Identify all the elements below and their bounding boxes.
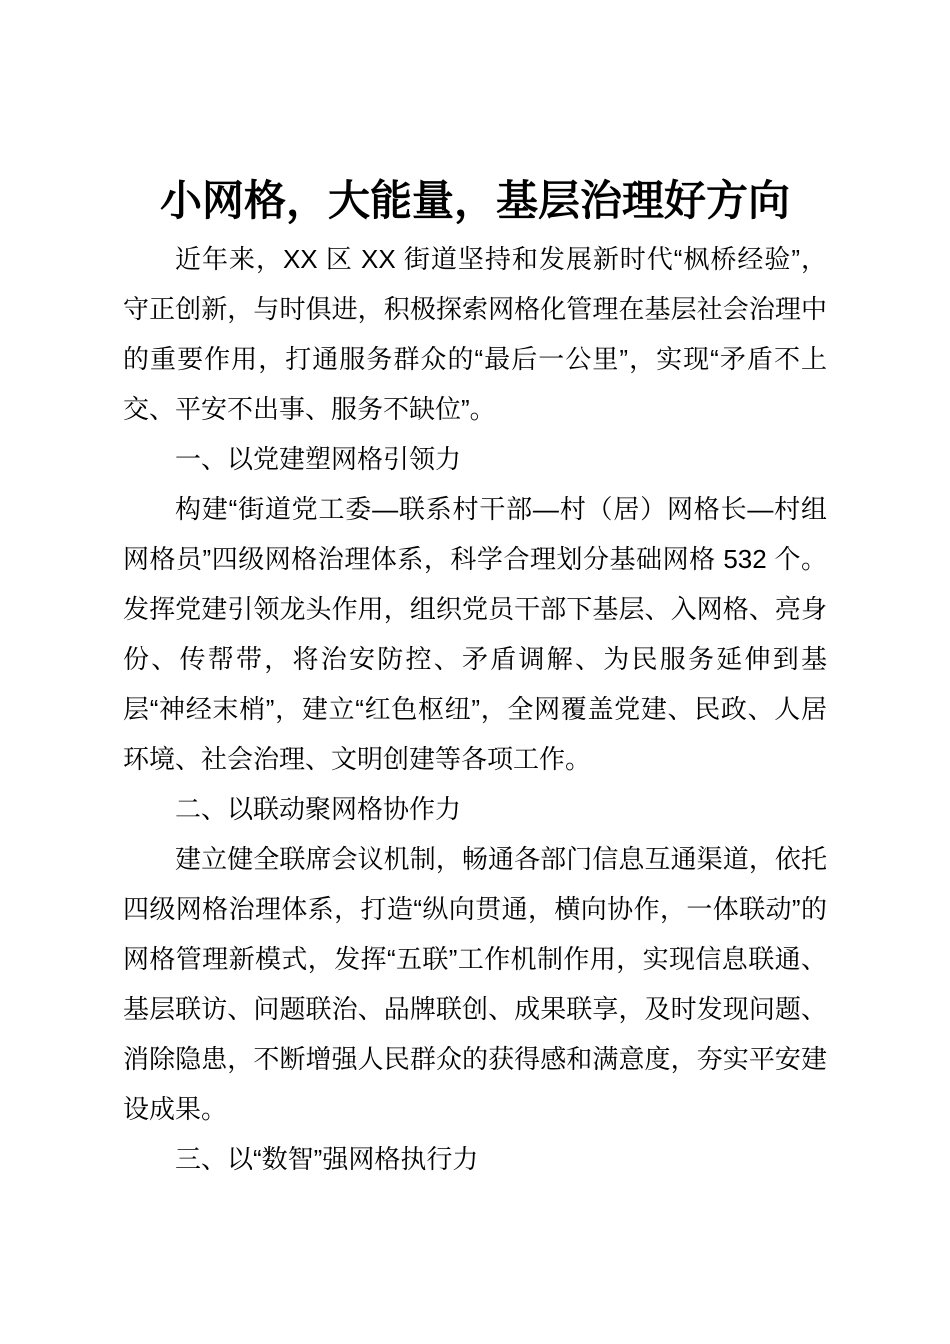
section-heading-2: 二、以联动聚网格协作力 [175, 794, 462, 824]
document-title: 小网格，大能量，基层治理好方向 [159, 179, 790, 225]
section-body-1: 构建“街道党工委—联系村干部—村（居）网格长—村组网格员”四级网格治理体系，科学合理划分基础网格 532 个。发挥党建引领龙头作用，组织党员干部下基层、入网格、亮身份、传帮带，将治安防控、矛盾调解、为民服务延伸到基层“神经末梢”，建立“红色枢纽”，全网覆盖党建、民政、人居环境、社会治理、文明创建等各项工作。 [123, 494, 827, 774]
section-heading-3: 三、以“数智”强网格执行力 [175, 1144, 479, 1174]
section-heading-1: 一、以党建塑网格引领力 [175, 444, 462, 474]
document-content [123, 0, 827, 1184]
intro-paragraph: 近年来，XX 区 XX 街道坚持和发展新时代“枫桥经验”，守正创新，与时俱进，积极探索网格化管理在基层社会治理中的重要作用，打通服务群众的“最后一公里”，实现“矛盾不上交、平安不出事、服务不缺位”。 [123, 244, 827, 424]
section-body-2: 建立健全联席会议机制，畅通各部门信息互通渠道，依托四级网格治理体系，打造“纵向贯通，横向协作，一体联动”的网格管理新模式，发挥“五联”工作机制作用，实现信息联通、基层联访、问题联治、品牌联创、成果联享，及时发现问题、消除隐患，不断增强人民群众的获得感和满意度，夯实平安建设成果。 [123, 844, 827, 1124]
